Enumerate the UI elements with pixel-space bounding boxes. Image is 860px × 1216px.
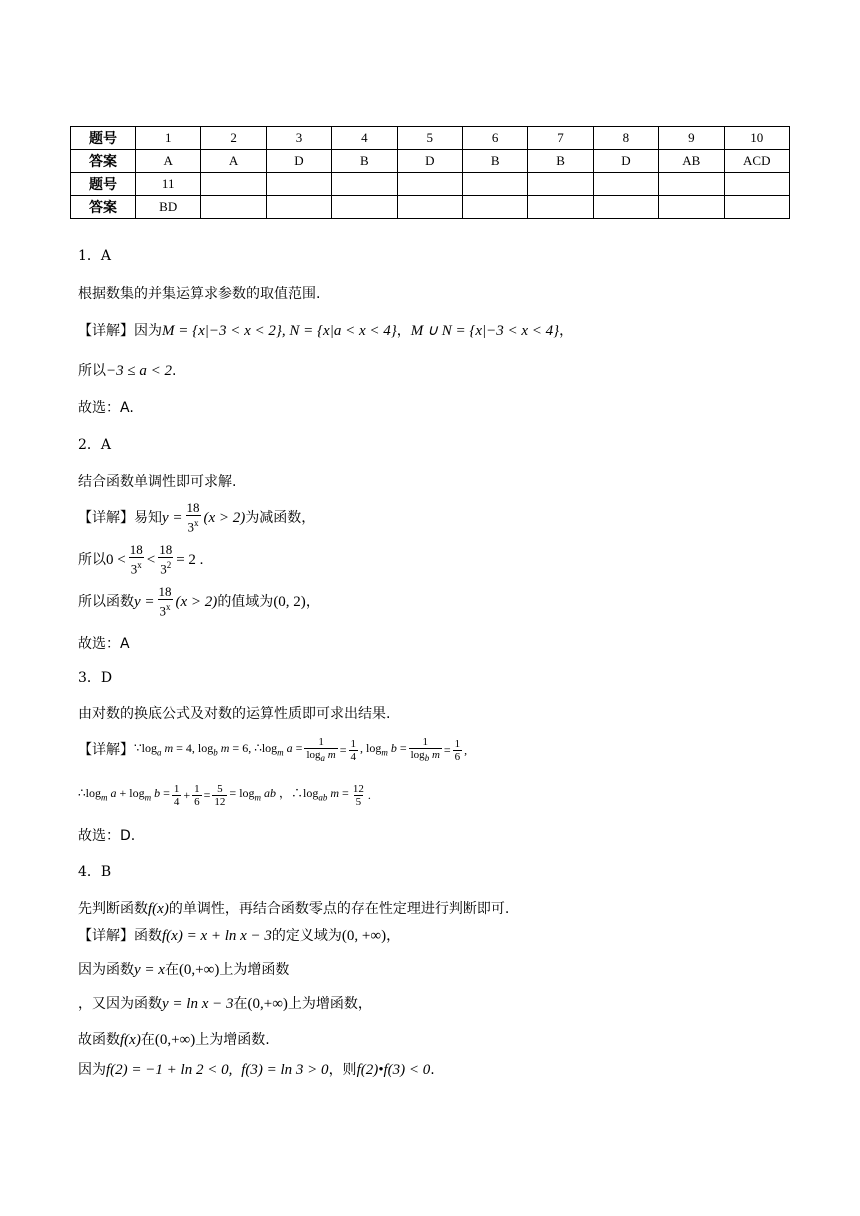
q2-range-val: (0, 2)	[273, 594, 306, 610]
table-cell: 9	[659, 127, 724, 150]
table-cell	[528, 196, 593, 219]
q4-detail-4: 故函数 f(x) 在 (0,+∞) 上为增函数.	[78, 1032, 270, 1048]
q2-zero: 0 <	[106, 552, 126, 568]
table-cell	[201, 196, 266, 219]
q2-range: 所以函数 y = $\frac{18}{3^x}$ (x > 2) 的值域为 (0, 2) ，	[78, 584, 320, 619]
q2-answer: 故选：A	[78, 636, 130, 652]
q4-detail-3: ，又因为函数 y = ln x − 3 在 (0,+∞) 上为增函数，	[78, 996, 372, 1012]
q3-hint: 由对数的换底公式及对数的运算性质即可求出结果.	[78, 706, 391, 722]
q3-answer: 故选：D.	[78, 828, 136, 844]
table-cell: D	[266, 150, 331, 173]
q4-heading: 4．B	[78, 864, 112, 880]
q4-detail-2: 因为函数 y = x 在 (0,+∞) 上为增函数	[78, 962, 290, 978]
row-label: 答案	[71, 196, 136, 219]
q2-fraction: $\frac{18}{3^2}$	[159, 542, 173, 577]
q1-end: ，	[559, 323, 574, 339]
detail-label: 【详解】	[78, 510, 134, 526]
table-cell: ACD	[724, 150, 789, 173]
table-cell: 5	[397, 127, 462, 150]
table-cell: AB	[659, 150, 724, 173]
table-cell	[462, 196, 527, 219]
table-row	[71, 150, 790, 173]
q2-fraction: $\frac{18}{3^x}$	[129, 542, 143, 577]
row-label: 题号	[71, 127, 136, 150]
table-cell: 11	[136, 173, 201, 196]
q2-so-text: 所以	[78, 552, 106, 568]
table-cell	[593, 196, 658, 219]
table-cell: A	[136, 150, 201, 173]
table-cell	[397, 173, 462, 196]
table-cell: 1	[136, 127, 201, 150]
table-cell	[724, 173, 789, 196]
table-cell	[659, 173, 724, 196]
table-cell	[266, 196, 331, 219]
q1-so-math: −3 ≤ a < 2	[106, 363, 172, 379]
table-cell	[397, 196, 462, 219]
table-cell: 2	[201, 127, 266, 150]
row-label: 答案	[71, 150, 136, 173]
table-cell: BD	[136, 196, 201, 219]
q1-heading: 1．A	[78, 248, 112, 264]
q2-so: 所以 0 < $\frac{18}{3^x}$ < $\frac{18}{3^2}$ = 2 .	[78, 542, 204, 577]
table-cell: 7	[528, 127, 593, 150]
table-cell: B	[528, 150, 593, 173]
q2-range-text: 所以函数	[78, 594, 134, 610]
q4-hint: 先判断函数 f(x) 的单调性，再结合函数零点的存在性定理进行判断即可.	[78, 901, 510, 917]
q2-heading: 2．A	[78, 437, 112, 453]
q1-answer: 故选：A.	[78, 400, 134, 416]
q1-math-sets: M = {x|−3 < x < 2}, N = {x|a < x < 4}	[162, 323, 397, 339]
table-cell: 4	[332, 127, 397, 150]
table-cell	[724, 196, 789, 219]
q1-so-end: .	[171, 363, 177, 379]
detail-label: 【详解】	[78, 323, 134, 339]
q2-d1-tail: 为减函数，	[245, 510, 316, 526]
row-label: 题号	[71, 173, 136, 196]
table-cell: 10	[724, 127, 789, 150]
table-cell	[593, 173, 658, 196]
table-cell: B	[462, 150, 527, 173]
q3-heading: 3．D	[78, 670, 113, 686]
q1-so	[78, 361, 176, 381]
detail-label: 【详解】	[78, 928, 134, 944]
q2-detail	[78, 502, 315, 534]
q2-func: y =	[162, 510, 183, 526]
q1-math-union: M ∪ N = {x|−3 < x < 4}	[410, 323, 560, 339]
q3-detail-2: $\therefore\log_m$ $a + \log_m b$ = $\frac{1}{4}$ + $\frac{1}{6}$ = $\frac{5}{12}$ = $\log_m$ ab ，$\therefore\log_{ab}$ m = $\frac{12}{5}$ .	[78, 782, 371, 808]
q1-hint: 根据数集的并集运算求参数的取值范围.	[78, 286, 321, 302]
table-cell: B	[332, 150, 397, 173]
table-cell	[266, 173, 331, 196]
q1-sep: ，	[396, 323, 411, 339]
table-cell	[332, 196, 397, 219]
q2-hint: 结合函数单调性即可求解.	[78, 474, 237, 490]
table-cell	[201, 173, 266, 196]
q4-detail-5: 因为 f(2) = −1 + ln 2 < 0, f(3) = ln 3 > 0 ，则 f(2)•f(3) < 0 .	[78, 1062, 435, 1078]
table-cell	[332, 173, 397, 196]
table-cell	[462, 173, 527, 196]
q2-fraction: $\frac{18}{3^x}$	[158, 584, 172, 619]
table-row	[71, 196, 790, 219]
q3-detail: 【详解】 $\because\log_a$ m = 4, $\log_b m = 6$, $\therefore\log_m$ a = $\frac{1}{\log_a m}$ = $\frac{1}{4}$ , $\log_m b$ = $\frac{1}{\log_b m}$ = $\frac{1}{6}$ ,	[78, 735, 468, 764]
q2-range-mid: 的值域为	[217, 594, 274, 610]
q2-range-end: ，	[305, 594, 320, 610]
table-row	[71, 173, 790, 196]
table-cell: A	[201, 150, 266, 173]
q2-domain: (x > 2)	[203, 510, 246, 526]
detail-label: 【详解】	[78, 742, 134, 758]
table-row	[71, 127, 790, 150]
q1-detail	[78, 321, 573, 341]
table-cell: D	[593, 150, 658, 173]
table-cell: 8	[593, 127, 658, 150]
q2-d1-text: 易知	[134, 510, 162, 526]
table-cell	[528, 173, 593, 196]
table-cell	[659, 196, 724, 219]
q1-so-text: 所以	[78, 363, 106, 379]
answer-table	[70, 126, 790, 219]
q2-fraction: $\frac{18}{3^x}$	[186, 500, 200, 535]
q1-detail-text: 因为	[134, 323, 162, 339]
table-cell: 6	[462, 127, 527, 150]
table-cell: 3	[266, 127, 331, 150]
q4-detail: 【详解】 函数 f(x) = x + ln x − 3 的定义域为 (0, +∞) ，	[78, 928, 401, 944]
table-cell: D	[397, 150, 462, 173]
